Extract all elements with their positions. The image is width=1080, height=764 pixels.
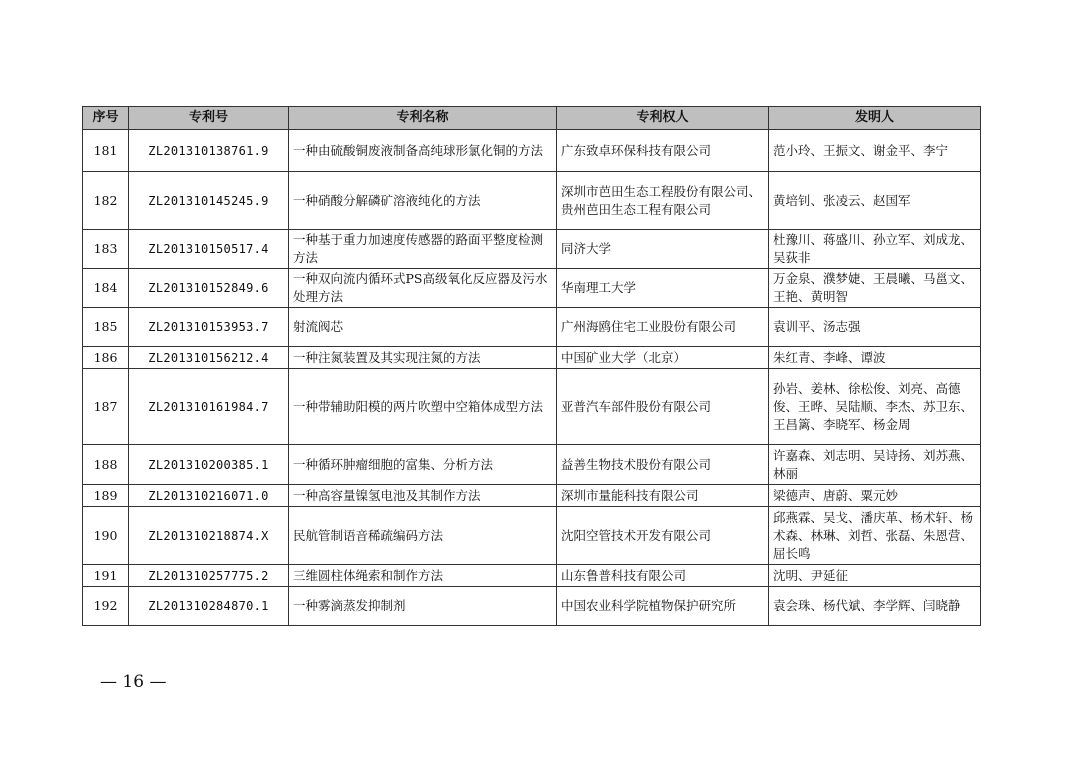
- table-row: [83, 230, 981, 269]
- cell-patent-holder: 深圳市芭田生态工程股份有限公司、贵州芭田生态工程有限公司: [557, 172, 769, 230]
- cell-inventors: 万金泉、濮梦婕、王晨曦、马邕文、王艳、黄明智: [769, 269, 981, 308]
- cell-patent-number: ZL201310156212.4: [129, 347, 289, 369]
- cell-patent-name: 民航管制语音稀疏编码方法: [289, 507, 557, 565]
- table-row: [83, 347, 981, 369]
- cell-patent-number: ZL201310153953.7: [129, 308, 289, 347]
- cell-inventors: 梁德声、唐蔚、粟元妙: [769, 485, 981, 507]
- cell-serial: 192: [83, 587, 129, 626]
- table-row: [83, 172, 981, 230]
- cell-serial: 181: [83, 130, 129, 172]
- cell-serial: 188: [83, 445, 129, 485]
- table-row: [83, 507, 981, 565]
- cell-inventors: 孙岩、姜林、徐松俊、刘亮、高德俊、王晔、吴陆顺、李杰、苏卫东、王昌篱、李晓军、杨金周: [769, 369, 981, 445]
- cell-patent-number: ZL201310161984.7: [129, 369, 289, 445]
- cell-inventors: 许嘉森、刘志明、吴诗扬、刘苏燕、林丽: [769, 445, 981, 485]
- cell-patent-name: 一种双向流内循环式PS高级氧化反应器及污水处理方法: [289, 269, 557, 308]
- cell-serial: 186: [83, 347, 129, 369]
- cell-patent-holder: 亚普汽车部件股份有限公司: [557, 369, 769, 445]
- cell-patent-holder: 沈阳空管技术开发有限公司: [557, 507, 769, 565]
- cell-serial: 190: [83, 507, 129, 565]
- table-row: [83, 269, 981, 308]
- cell-inventors: 范小玲、王振文、谢金平、李宁: [769, 130, 981, 172]
- cell-patent-name: 一种由硫酸铜废液制备高纯球形氯化铜的方法: [289, 130, 557, 172]
- cell-patent-holder: 同济大学: [557, 230, 769, 269]
- cell-patent-name: 一种循环肿瘤细胞的富集、分析方法: [289, 445, 557, 485]
- page-number: — 16 —: [100, 672, 167, 692]
- cell-patent-holder: 华南理工大学: [557, 269, 769, 308]
- table-row: [83, 308, 981, 347]
- cell-serial: 182: [83, 172, 129, 230]
- cell-patent-holder: 中国矿业大学（北京）: [557, 347, 769, 369]
- cell-patent-number: ZL201310200385.1: [129, 445, 289, 485]
- cell-patent-holder: 广东致卓环保科技有限公司: [557, 130, 769, 172]
- cell-patent-number: ZL201310145245.9: [129, 172, 289, 230]
- cell-serial: 183: [83, 230, 129, 269]
- table-header-row: [83, 107, 981, 130]
- table-row: [83, 565, 981, 587]
- cell-inventors: 邱燕霖、吴戈、潘庆革、杨术轩、杨术森、林琳、刘哲、张磊、朱恩营、屈长鸣: [769, 507, 981, 565]
- header-patent-name: 专利名称: [289, 107, 557, 130]
- cell-inventors: 朱红青、李峰、谭波: [769, 347, 981, 369]
- cell-serial: 189: [83, 485, 129, 507]
- table-row: [83, 130, 981, 172]
- cell-patent-holder: 益善生物技术股份有限公司: [557, 445, 769, 485]
- cell-serial: 184: [83, 269, 129, 308]
- cell-inventors: 黄培钊、张凌云、赵国军: [769, 172, 981, 230]
- cell-patent-name: 一种基于重力加速度传感器的路面平整度检测方法: [289, 230, 557, 269]
- cell-serial: 185: [83, 308, 129, 347]
- cell-inventors: 袁会珠、杨代斌、李学辉、闫晓静: [769, 587, 981, 626]
- cell-patent-number: ZL201310150517.4: [129, 230, 289, 269]
- patent-table-container: [82, 106, 980, 626]
- cell-inventors: 杜豫川、蒋盛川、孙立军、刘成龙、吴荻非: [769, 230, 981, 269]
- cell-patent-number: ZL201310284870.1: [129, 587, 289, 626]
- cell-patent-name: 一种带辅助阳模的两片吹塑中空箱体成型方法: [289, 369, 557, 445]
- cell-patent-number: ZL201310218874.X: [129, 507, 289, 565]
- header-patent-number: 专利号: [129, 107, 289, 130]
- cell-patent-number: ZL201310257775.2: [129, 565, 289, 587]
- cell-inventors: 袁训平、汤志强: [769, 308, 981, 347]
- cell-patent-number: ZL201310138761.9: [129, 130, 289, 172]
- table-row: [83, 485, 981, 507]
- cell-patent-holder: 山东鲁普科技有限公司: [557, 565, 769, 587]
- cell-patent-name: 一种注氮装置及其实现注氮的方法: [289, 347, 557, 369]
- table-row: [83, 369, 981, 445]
- cell-patent-name: 一种雾滴蒸发抑制剂: [289, 587, 557, 626]
- cell-patent-name: 一种高容量镍氢电池及其制作方法: [289, 485, 557, 507]
- patent-table: [82, 106, 981, 626]
- header-serial: 序号: [83, 107, 129, 130]
- cell-patent-number: ZL201310152849.6: [129, 269, 289, 308]
- header-inventors: 发明人: [769, 107, 981, 130]
- cell-patent-name: 三维圆柱体绳索和制作方法: [289, 565, 557, 587]
- table-row: [83, 445, 981, 485]
- cell-patent-holder: 广州海鸥住宅工业股份有限公司: [557, 308, 769, 347]
- cell-patent-number: ZL201310216071.0: [129, 485, 289, 507]
- cell-patent-holder: 中国农业科学院植物保护研究所: [557, 587, 769, 626]
- cell-patent-name: 一种硝酸分解磷矿溶液纯化的方法: [289, 172, 557, 230]
- cell-serial: 191: [83, 565, 129, 587]
- cell-patent-name: 射流阀芯: [289, 308, 557, 347]
- table-row: [83, 587, 981, 626]
- header-patent-holder: 专利权人: [557, 107, 769, 130]
- cell-patent-holder: 深圳市量能科技有限公司: [557, 485, 769, 507]
- cell-inventors: 沈明、尹延征: [769, 565, 981, 587]
- cell-serial: 187: [83, 369, 129, 445]
